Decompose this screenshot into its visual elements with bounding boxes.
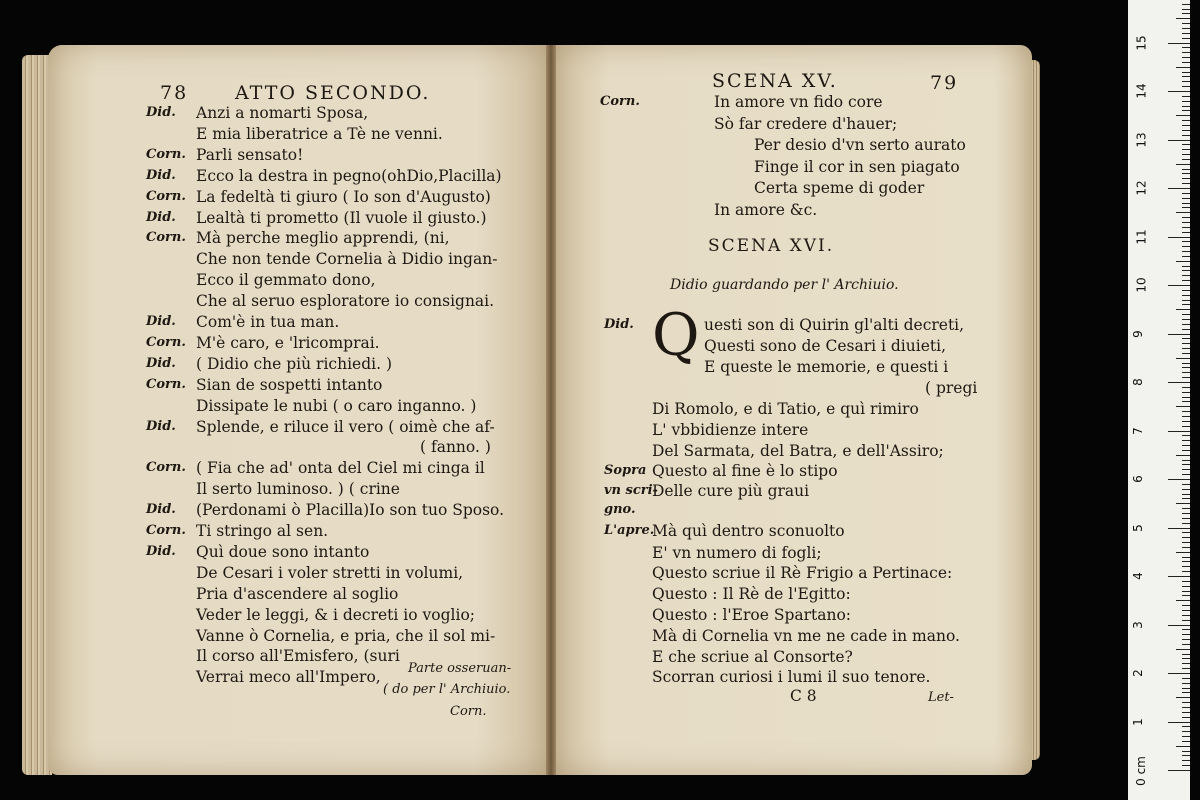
ruler-tick	[1168, 770, 1190, 771]
ruler-tick	[1182, 513, 1190, 514]
ruler-tick	[1182, 707, 1190, 708]
ruler-tick	[1182, 314, 1190, 315]
ruler-tick	[1182, 566, 1190, 567]
left-running-head: ATTO SECONDO.	[235, 82, 431, 104]
ruler-tick	[1182, 251, 1190, 252]
ruler-tick	[1182, 62, 1190, 63]
ruler-tick	[1168, 528, 1190, 529]
ruler-tick	[1182, 450, 1190, 451]
ruler-tick	[1176, 406, 1190, 407]
ruler-tick	[1182, 52, 1190, 53]
verse-line: Anzi a nomarti Sposa,	[196, 104, 369, 122]
ruler-number: 1	[1130, 717, 1145, 726]
speaker-label: Corn.	[146, 188, 186, 204]
ruler-tick	[1182, 9, 1190, 10]
ruler-tick	[1182, 726, 1190, 727]
ruler-tick	[1182, 605, 1190, 606]
measurement-ruler	[1128, 0, 1190, 800]
ruler-tick	[1182, 173, 1190, 174]
verse-line: In amore vn fido core	[714, 93, 883, 111]
ruler-tick	[1182, 751, 1190, 752]
ruler-tick	[1176, 18, 1190, 19]
drop-cap-letter: Q	[652, 301, 700, 369]
ruler-number: 8	[1130, 378, 1145, 386]
ruler-tick	[1182, 615, 1190, 616]
verse-line: Questo : l'Eroe Spartano:	[652, 606, 852, 624]
speaker-label: gno.	[604, 502, 636, 517]
ruler-tick	[1182, 363, 1190, 364]
ruler-tick	[1182, 688, 1190, 689]
verse-line: La fedeltà ti giuro ( Io son d'Augusto)	[196, 187, 491, 206]
ruler-number: 5	[1130, 523, 1145, 532]
scene-stage-direction: Didio guardando per l' Archiuio.	[670, 277, 899, 293]
verse-line: Finge il cor in sen piagato	[754, 157, 960, 176]
ruler-tick	[1182, 498, 1190, 499]
ruler-tick	[1182, 464, 1190, 465]
ruler-tick	[1182, 460, 1190, 461]
right-page-number: 79	[930, 72, 959, 94]
ruler-tick	[1182, 241, 1190, 242]
verse-line: Mà perche meglio apprendi, (ni,	[196, 229, 450, 248]
catchword: Let-	[928, 690, 954, 705]
ruler-unit-label: 0 cm	[1133, 756, 1148, 786]
ruler-tick	[1182, 280, 1190, 281]
ruler-tick	[1182, 353, 1190, 354]
ruler-tick	[1176, 261, 1190, 262]
verse-line: Che non tende Cornelia à Didio ingan-	[196, 250, 498, 269]
ruler-tick	[1182, 397, 1190, 398]
ruler-tick	[1168, 43, 1190, 44]
ruler-tick	[1182, 232, 1190, 233]
ruler-tick	[1182, 149, 1190, 150]
verse-line: In amore &c.	[714, 200, 818, 219]
verse-line: Verrai meco all'Impero,	[196, 668, 381, 687]
verse-line: Questo scriue il Rè Frigio a Pertinace:	[652, 564, 953, 582]
verse-line: Questo al fine è lo stipo	[652, 462, 838, 480]
speaker-label: Corn.	[600, 94, 640, 109]
ruler-tick	[1182, 101, 1190, 102]
verse-line: Parli sensato!	[196, 145, 304, 164]
ruler-tick	[1168, 140, 1190, 141]
verse-line: E che scriue al Consorte?	[652, 648, 853, 666]
ruler-tick	[1176, 164, 1190, 165]
ruler-tick	[1182, 154, 1190, 155]
speaker-label: Did.	[604, 317, 634, 332]
verse-line: L' vbbidienze intere	[652, 421, 809, 439]
ruler-tick	[1182, 595, 1190, 596]
verse-line: Sian de sospetti intanto	[196, 375, 383, 394]
ruler-number: 12	[1134, 180, 1149, 196]
ruler-tick	[1182, 508, 1190, 509]
ruler-tick	[1182, 13, 1190, 14]
ruler-tick	[1182, 275, 1190, 276]
verse-line: Lealtà ti prometto (Il vuole il giusto.)	[196, 208, 487, 227]
ruler-tick	[1182, 537, 1190, 538]
ruler-tick	[1182, 130, 1190, 131]
ruler-tick	[1182, 489, 1190, 490]
ruler-tick	[1182, 765, 1190, 766]
ruler-tick	[1182, 372, 1190, 373]
verse-line: Per desio d'vn serto aurato	[754, 136, 966, 154]
ruler-tick	[1182, 377, 1190, 378]
ruler-tick	[1182, 571, 1190, 572]
ruler-tick	[1168, 91, 1190, 92]
catchword: Corn.	[450, 704, 487, 719]
verse-line: Questi sono de Cesari i diuieti,	[704, 337, 946, 355]
verse-line: Certa speme di goder	[754, 179, 925, 197]
ruler-tick	[1176, 309, 1190, 310]
ruler-tick	[1182, 542, 1190, 543]
ruler-tick	[1182, 367, 1190, 368]
ruler-tick	[1182, 120, 1190, 121]
ruler-tick	[1176, 600, 1190, 601]
speaker-label: Did.	[146, 167, 176, 183]
ruler-tick	[1182, 760, 1190, 761]
ruler-tick	[1182, 246, 1190, 247]
ruler-number: 6	[1130, 475, 1145, 483]
speaker-label: Corn.	[146, 523, 186, 538]
ruler-tick	[1182, 76, 1190, 77]
ruler-tick	[1182, 678, 1190, 679]
ruler-tick	[1182, 343, 1190, 344]
ruler-tick	[1182, 712, 1190, 713]
ruler-tick	[1182, 304, 1190, 305]
ruler-tick	[1182, 270, 1190, 271]
ruler-tick	[1168, 673, 1190, 674]
ruler-number: 2	[1130, 669, 1145, 677]
ruler-number: 9	[1130, 329, 1145, 338]
ruler-tick	[1182, 159, 1190, 160]
ruler-tick	[1182, 47, 1190, 48]
ruler-tick	[1168, 431, 1190, 432]
ruler-tick	[1182, 547, 1190, 548]
ruler-tick	[1182, 411, 1190, 412]
ruler-tick	[1182, 416, 1190, 417]
verse-line: Vanne ò Cornelia, e pria, che il sol mi-	[196, 626, 496, 645]
ruler-tick	[1182, 198, 1190, 199]
verse-line: Splende, e riluce il vero ( oimè che af-	[196, 417, 495, 436]
ruler-tick	[1176, 503, 1190, 504]
ruler-tick	[1182, 532, 1190, 533]
ruler-tick	[1182, 401, 1190, 402]
ruler-tick	[1182, 329, 1190, 330]
ruler-number: 3	[1130, 620, 1145, 629]
ruler-tick	[1182, 81, 1190, 82]
ruler-tick	[1182, 741, 1190, 742]
ruler-tick	[1176, 67, 1190, 68]
ruler-tick	[1182, 445, 1190, 446]
stage-direction: ( do per l' Archiuio.	[383, 682, 511, 697]
ruler-tick	[1168, 479, 1190, 480]
ruler-tick	[1182, 634, 1190, 635]
ruler-tick	[1182, 193, 1190, 194]
signature-mark: C 8	[790, 687, 817, 705]
verse-line: ( Fia che ad' onta del Ciel mi cinga il	[196, 459, 485, 478]
ruler-number: 4	[1130, 572, 1145, 580]
ruler-tick	[1182, 736, 1190, 737]
ruler-tick	[1182, 106, 1190, 107]
ruler-tick	[1182, 494, 1190, 495]
verse-line: Di Romolo, e di Tatio, e quì rimiro	[652, 400, 919, 418]
verse-line: Ti stringo al sen.	[196, 522, 329, 540]
ruler-tick	[1182, 300, 1190, 301]
verse-line: M'è caro, e 'lricomprai.	[196, 333, 380, 352]
ruler-number: 11	[1134, 228, 1149, 245]
ruler-number: 10	[1134, 277, 1149, 293]
speaker-label: Corn.	[146, 460, 186, 476]
ruler-tick	[1168, 334, 1190, 335]
ruler-tick	[1182, 440, 1190, 441]
ruler-tick	[1182, 110, 1190, 111]
speaker-label: Corn.	[146, 376, 186, 392]
verse-line: Veder le leggi, & i decreti io voglio;	[196, 605, 475, 624]
speaker-label: Sopra	[604, 463, 647, 478]
ruler-tick	[1182, 169, 1190, 170]
ruler-number: 14	[1134, 83, 1149, 99]
verse-line: Delle cure più graui	[652, 482, 810, 500]
ruler-tick	[1182, 702, 1190, 703]
verse-line: Dissipate le nubi ( o caro inganno. )	[196, 396, 477, 415]
verse-line: Il serto luminoso. ) ( crine	[196, 480, 400, 499]
ruler-tick	[1182, 523, 1190, 524]
verse-line: ( fanno. )	[420, 438, 491, 457]
ruler-tick	[1182, 668, 1190, 669]
book-gutter	[546, 45, 556, 775]
ruler-tick	[1182, 518, 1190, 519]
speaker-label: Did.	[146, 355, 176, 371]
ruler-tick	[1168, 722, 1190, 723]
ruler-tick	[1182, 178, 1190, 179]
ruler-tick	[1168, 382, 1190, 383]
verse-line: ( pregi	[925, 379, 978, 397]
speaker-label: Corn.	[146, 334, 186, 350]
ruler-tick	[1182, 217, 1190, 218]
ruler-tick	[1168, 625, 1190, 626]
ruler-tick	[1176, 358, 1190, 359]
ruler-tick	[1182, 586, 1190, 587]
ruler-tick	[1176, 212, 1190, 213]
speaker-label: Did.	[146, 418, 176, 434]
ruler-tick	[1168, 237, 1190, 238]
ruler-tick	[1182, 57, 1190, 58]
ruler-tick	[1182, 484, 1190, 485]
ruler-tick	[1176, 552, 1190, 553]
speaker-label: L'apre.	[604, 523, 655, 538]
ruler-tick	[1182, 426, 1190, 427]
ruler-tick	[1182, 557, 1190, 558]
ruler-tick	[1182, 338, 1190, 339]
ruler-tick	[1182, 658, 1190, 659]
ruler-tick	[1182, 72, 1190, 73]
verse-line: Ecco la destra in pegno(ohDio,Placilla)	[196, 166, 502, 185]
ruler-tick	[1182, 222, 1190, 223]
ruler-tick	[1176, 746, 1190, 747]
verse-line: Quì doue sono intanto	[196, 542, 370, 561]
ruler-tick	[1182, 683, 1190, 684]
speaker-label: Corn.	[146, 146, 186, 162]
ruler-tick	[1182, 227, 1190, 228]
verse-line: Mà di Cornelia vn me ne cade in mano.	[652, 627, 960, 645]
ruler-tick	[1182, 581, 1190, 582]
ruler-tick	[1182, 144, 1190, 145]
verse-line: De Cesari i voler stretti in volumi,	[196, 563, 464, 582]
ruler-tick	[1182, 561, 1190, 562]
ruler-number: 13	[1134, 131, 1149, 148]
ruler-tick	[1182, 654, 1190, 655]
verse-line: (Perdonami ò Placilla)Io son tuo Sposo.	[196, 501, 505, 520]
verse-line: Che al seruo esploratore io consignai.	[196, 292, 495, 311]
ruler-tick	[1182, 469, 1190, 470]
ruler-tick	[1182, 629, 1190, 630]
speaker-label: Did.	[146, 105, 176, 120]
verse-line: Scorran curiosi i lumi il suo tenore.	[652, 668, 931, 686]
verse-line: Sò far credere d'hauer;	[714, 114, 898, 133]
verse-line: Questo : Il Rè de l'Egitto:	[652, 585, 851, 603]
ruler-tick	[1182, 86, 1190, 87]
ruler-tick	[1182, 207, 1190, 208]
stage-direction: Parte osseruan-	[408, 661, 512, 676]
speaker-label: Did.	[146, 543, 176, 559]
verse-line: ( Didio che più richiedi. )	[196, 354, 392, 373]
ruler-tick	[1182, 663, 1190, 664]
ruler-tick	[1182, 4, 1190, 5]
speaker-label: Did.	[146, 209, 176, 225]
ruler-tick	[1182, 96, 1190, 97]
ruler-tick	[1182, 203, 1190, 204]
ruler-tick	[1182, 266, 1190, 267]
ruler-tick	[1182, 295, 1190, 296]
ruler-tick	[1182, 644, 1190, 645]
ruler-tick	[1182, 717, 1190, 718]
ruler-tick	[1182, 33, 1190, 34]
ruler-number: 7	[1130, 426, 1145, 435]
ruler-tick	[1182, 256, 1190, 257]
ruler-tick	[1182, 474, 1190, 475]
verse-line: Mà quì dentro sconuolto	[652, 522, 845, 540]
ruler-tick	[1182, 125, 1190, 126]
verse-line: Com'è in tua man.	[196, 313, 340, 331]
ruler-tick	[1182, 591, 1190, 592]
ruler-tick	[1182, 319, 1190, 320]
speaker-label: vn scri-	[604, 483, 658, 498]
ruler-tick	[1182, 620, 1190, 621]
ruler-tick	[1182, 324, 1190, 325]
left-page-number: 78	[160, 82, 189, 104]
verse-line: E queste le memorie, e questi i	[704, 358, 949, 376]
verse-line: uesti son di Quirin gl'alti decreti,	[704, 316, 965, 334]
ruler-tick	[1182, 348, 1190, 349]
ruler-tick	[1168, 576, 1190, 577]
ruler-tick	[1182, 610, 1190, 611]
verse-line: E' vn numero di fogli;	[652, 544, 822, 562]
speaker-label: Did.	[146, 314, 176, 329]
speaker-label: Did.	[146, 502, 176, 518]
ruler-tick	[1182, 23, 1190, 24]
scene-heading: SCENA XVI.	[708, 236, 835, 256]
ruler-tick	[1182, 755, 1190, 756]
ruler-number: 15	[1134, 34, 1149, 51]
ruler-tick	[1182, 692, 1190, 693]
verse-line: E mia liberatrice a Tè ne venni.	[196, 124, 443, 143]
ruler-tick	[1182, 387, 1190, 388]
ruler-tick	[1182, 435, 1190, 436]
ruler-tick	[1176, 115, 1190, 116]
ruler-tick	[1182, 392, 1190, 393]
ruler-tick	[1176, 455, 1190, 456]
ruler-tick	[1182, 290, 1190, 291]
ruler-tick	[1182, 639, 1190, 640]
ruler-tick	[1168, 188, 1190, 189]
speaker-label: Corn.	[146, 230, 186, 246]
verse-line: Ecco il gemmato dono,	[196, 271, 376, 290]
verse-line: Pria d'ascendere al soglio	[196, 584, 399, 603]
verse-line: Del Sarmata, del Batra, e dell'Assiro;	[652, 442, 944, 460]
ruler-tick	[1182, 183, 1190, 184]
verse-line: Il corso all'Emisfero, (suri	[196, 647, 400, 666]
ruler-tick	[1182, 731, 1190, 732]
ruler-tick	[1176, 697, 1190, 698]
ruler-tick	[1182, 421, 1190, 422]
ruler-tick	[1168, 285, 1190, 286]
ruler-tick	[1176, 649, 1190, 650]
ruler-tick	[1182, 135, 1190, 136]
ruler-tick	[1182, 38, 1190, 39]
right-running-head: SCENA XV.	[712, 70, 838, 92]
ruler-tick	[1182, 28, 1190, 29]
